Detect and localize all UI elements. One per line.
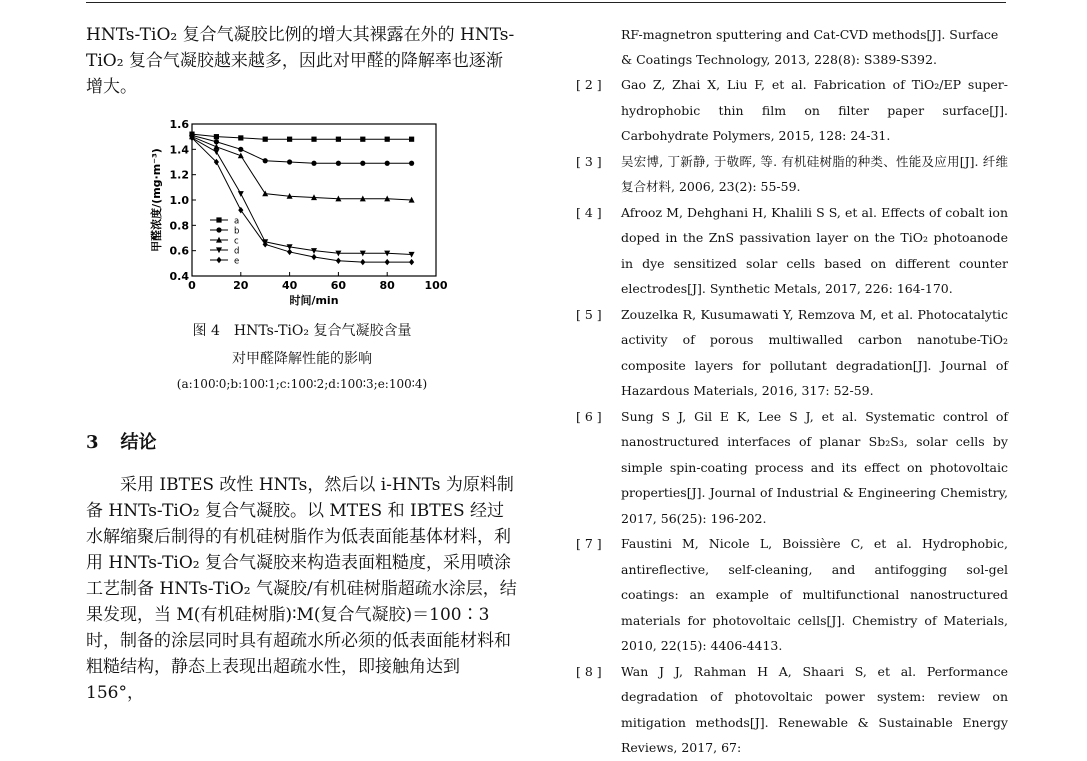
reference-list bbox=[576, 72, 1008, 761]
reference-continuation: RF-magnetron sputtering and Cat-CVD methods[J]. Surface & Coatings Technology, 2013, 228(8): S389-S392. bbox=[621, 27, 999, 67]
reference-item bbox=[576, 659, 1008, 761]
references-column bbox=[576, 22, 1008, 761]
legend-label: e bbox=[234, 256, 240, 267]
y-tick-label: 1.4 bbox=[169, 143, 189, 157]
figure-4-chart bbox=[148, 116, 448, 306]
section-title: 结论 bbox=[120, 432, 157, 453]
series-line-a bbox=[192, 134, 412, 139]
data-point-e bbox=[360, 259, 365, 265]
data-point-b bbox=[214, 139, 219, 144]
series-line-e bbox=[192, 138, 412, 262]
data-point-e bbox=[336, 258, 341, 264]
section-number: 3 bbox=[86, 432, 99, 453]
y-tick-label: 1.0 bbox=[169, 194, 189, 207]
data-point-b bbox=[360, 161, 365, 166]
data-point-a bbox=[263, 137, 268, 142]
data-point-e bbox=[287, 249, 292, 255]
reference-item bbox=[576, 72, 1008, 149]
reference-text: Afrooz M, Dehghani H, Khalili S S, et al. Effects of cobalt ion doped in the ZnS passivation layer on the TiO₂ photoanode in dye sensitized solar cells based on different counter electrodes[J]. Synthetic Metals, 2017, 226: 164-170. bbox=[621, 204, 1008, 296]
legend-label: a bbox=[234, 216, 240, 227]
data-point-b bbox=[238, 147, 243, 152]
data-point-b bbox=[385, 161, 390, 166]
reference-item bbox=[576, 200, 1008, 302]
reference-text: Sung S J, Gil E K, Lee S J, et al. Systematic control of nanostructured interfaces of planar Sb₂S₃, solar cells by simple spin-coating process and its effect on photovoltaic properties[J]. Journal of Industrial & Engineering Chemistry, 2017, 56(25): 196-202. bbox=[621, 408, 1008, 526]
data-point-a bbox=[336, 137, 341, 142]
y-tick-label: 1.2 bbox=[169, 168, 189, 182]
legend-label: c bbox=[234, 236, 239, 247]
data-point-b bbox=[311, 161, 316, 166]
reference-number: [ 8 ] bbox=[576, 663, 602, 679]
data-point-b bbox=[263, 158, 268, 163]
data-point-a bbox=[287, 137, 292, 142]
x-tick-label: 40 bbox=[281, 279, 298, 292]
reference-number: [ 4 ] bbox=[576, 204, 602, 220]
legend-label: d bbox=[234, 246, 240, 257]
paragraph-conclusion: 采用 IBTES 改性 HNTs，然后以 i-HNTs 为原料制备 HNTs-TiO₂ 复合气凝胶。以 MTES 和 IBTES 经过水解缩聚后制得的有机硅树脂作为低表面能基体材料，利用 HNTs-TiO₂ 复合气凝胶来构造表面粗糙度，采用喷涂工艺制备 HNTs-TiO₂ 气凝胶/有机硅树脂超疏水涂层，结果发现，当 M(有机硅树脂)∶M(复合气凝胶)＝100∶3时，制备的涂层同时具有超疏水所必须的低表面能材料和粗糙结构，静态上表现出超疏水性，即接触角达到 156°， bbox=[86, 475, 517, 703]
data-point-c bbox=[213, 144, 219, 150]
data-point-e bbox=[385, 259, 390, 265]
legend-marker bbox=[216, 257, 221, 263]
left-column bbox=[86, 22, 518, 100]
series-line-d bbox=[192, 138, 412, 255]
reference-text: Faustini M, Nicole L, Boissière C, et al. Hydrophobic, antireflective, self-cleaning, and antifogging sol-gel coatings: an example of multifunctional nanostructured materials for photovoltaic cells[J]. Chemistry of Materials, 2010, 22(15): 4406-4413. bbox=[621, 536, 1008, 653]
figure-caption-line2: 对甲醛降解性能的影响 bbox=[232, 351, 372, 367]
reference-number: [ 6 ] bbox=[576, 408, 602, 424]
reference-item bbox=[576, 531, 1008, 659]
y-axis-label: 甲醛浓度/(mg·m⁻³) bbox=[150, 148, 163, 252]
data-point-e bbox=[409, 259, 414, 265]
y-tick-label: 0.6 bbox=[169, 244, 189, 258]
data-point-a bbox=[360, 137, 365, 142]
reference-text: Wan J J, Rahman H A, Shaari S, et al. Performance degradation of photovoltaic power system: review on mitigation methods[J]. Renewable & Sustainable Energy Reviews, 2017, 67: bbox=[621, 663, 1008, 755]
x-tick-label: 100 bbox=[424, 279, 448, 292]
legend-marker bbox=[216, 217, 221, 222]
reference-number: [ 7 ] bbox=[576, 536, 602, 551]
data-point-b bbox=[287, 159, 292, 164]
y-tick-label: 0.4 bbox=[169, 270, 189, 283]
data-point-d bbox=[238, 191, 244, 197]
paragraph-intro: HNTs-TiO₂ 复合气凝胶比例的增大其裸露在外的 HNTs-TiO₂ 复合气凝胶越来越多，因此对甲醛的降解率也逐渐增大。 bbox=[86, 25, 515, 97]
x-tick-label: 0 bbox=[188, 279, 196, 292]
data-point-a bbox=[409, 137, 414, 142]
data-point-a bbox=[311, 137, 316, 142]
reference-text: Gao Z, Zhai X, Liu F, et al. Fabrication of TiO₂/EP super-hydrophobic thin film on filter paper surface[J]. Carbohydrate Polymers, 2015, 128: 24-31. bbox=[621, 77, 1008, 143]
series-line-c bbox=[192, 137, 412, 200]
top-rule bbox=[86, 2, 1006, 3]
data-point-b bbox=[336, 161, 341, 166]
data-point-a bbox=[385, 137, 390, 142]
reference-number: [ 3 ] bbox=[576, 153, 602, 169]
y-tick-label: 0.8 bbox=[169, 219, 189, 233]
legend-marker bbox=[216, 227, 221, 232]
data-point-a bbox=[238, 135, 243, 140]
data-point-d bbox=[213, 149, 219, 155]
reference-number: [ 5 ] bbox=[576, 306, 602, 322]
data-point-b bbox=[409, 161, 414, 166]
reference-number: [ 2 ] bbox=[576, 77, 602, 92]
data-point-c bbox=[262, 190, 268, 196]
reference-item bbox=[576, 404, 1008, 532]
legend-label: b bbox=[234, 226, 240, 237]
x-axis-label: 时间/min bbox=[289, 294, 339, 306]
reference-text: 吴宏博, 丁新静, 于敬晖, 等. 有机硅树脂的种类、性能及应用[J]. 纤维复合材料, 2006, 23(2): 55-59. bbox=[621, 153, 1008, 194]
section-heading bbox=[86, 428, 157, 454]
x-tick-label: 20 bbox=[233, 279, 249, 292]
reference-item bbox=[576, 149, 1008, 200]
reference-text: Zouzelka R, Kusumawati Y, Remzova M, et al. Photocatalytic activity of porous multiwalled carbon nanotube-TiO₂ composite layers for pollutant degradation[J]. Journal of Hazardous Materials, 2016, 317: 52-59. bbox=[621, 306, 1008, 398]
figure-caption-line1: 图 4 HNTs-TiO₂ 复合气凝胶含量 bbox=[192, 323, 412, 339]
data-point-a bbox=[214, 134, 219, 139]
figure-caption-legend: (a:100∶0;b:100∶1;c:100∶2;d:100∶3;e:100∶4) bbox=[176, 377, 428, 391]
conclusion-body bbox=[86, 472, 518, 706]
reference-item bbox=[576, 302, 1008, 404]
x-tick-label: 60 bbox=[330, 279, 347, 292]
x-tick-label: 80 bbox=[379, 279, 395, 292]
y-tick-label: 1.6 bbox=[169, 118, 189, 131]
data-point-e bbox=[311, 254, 316, 260]
